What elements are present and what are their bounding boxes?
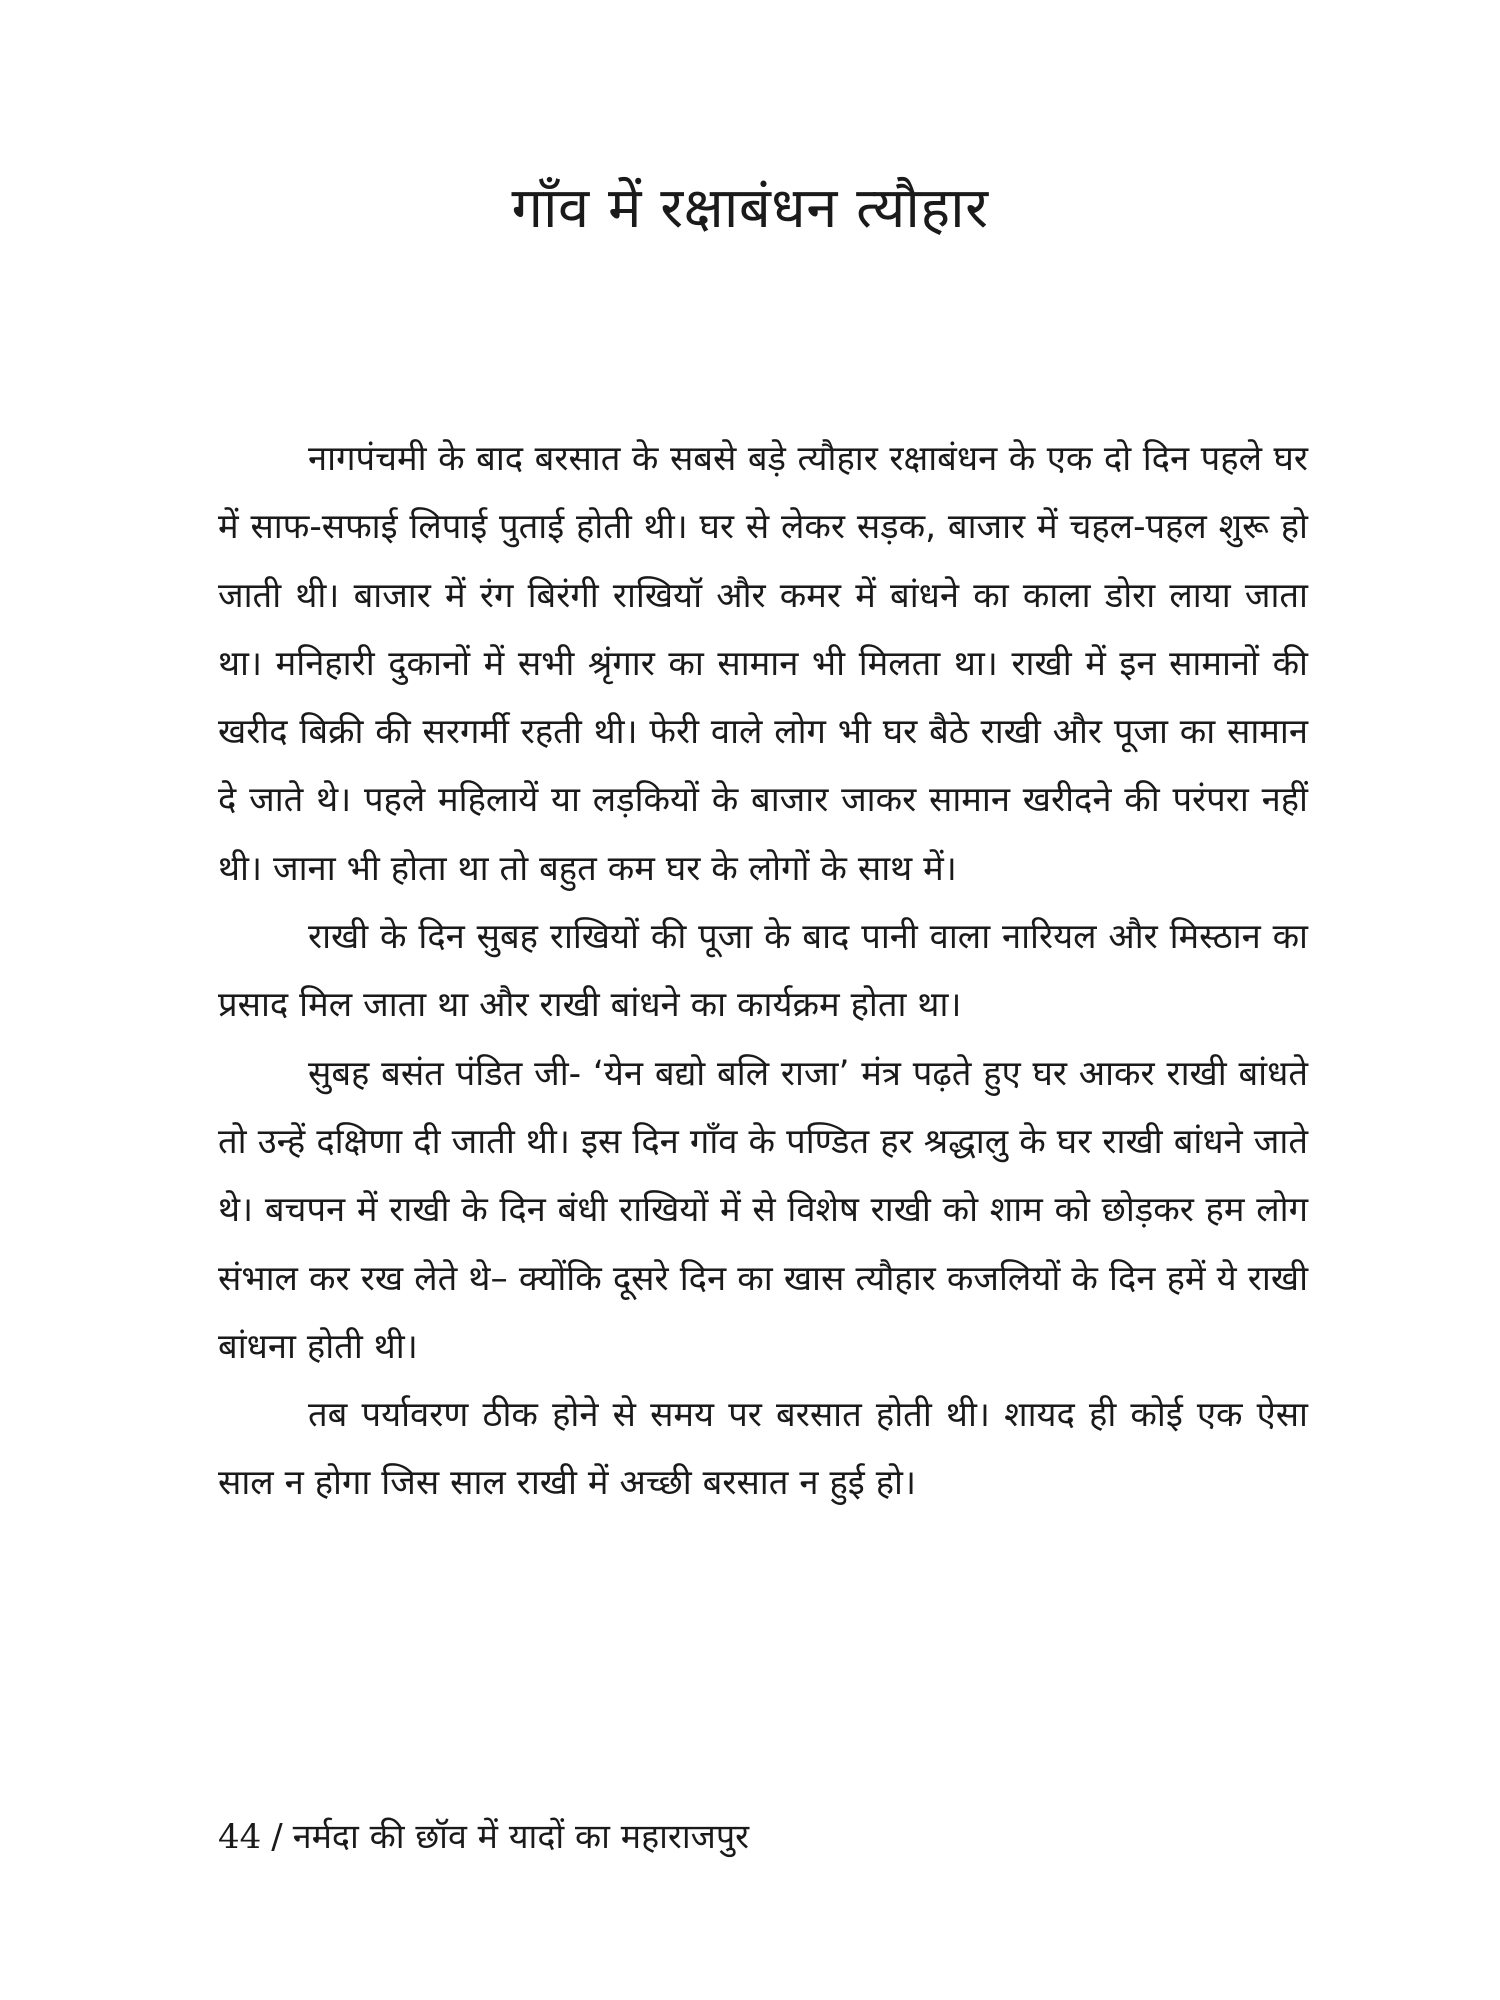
paragraph-2: राखी के दिन सुबह राखियों की पूजा के बाद पानी वाला नारियल और मिस्ठान का प्रसाद मिल जाता था और राखी बांधने का कार्यक्रम होता था। (218, 917, 1308, 1026)
page-number: 44 (218, 1817, 262, 1857)
body-text (218, 425, 1308, 1518)
chapter-title: गाँव में रक्षाबंधन त्यौहार (511, 176, 989, 241)
footer-separator: / (271, 1817, 283, 1857)
paragraph-3: सुबह बसंत पंडित जी- ‘येन बद्यो बलि राजा’ मंत्र पढ़ते हुए घर आकर राखी बांधते तो उन्हें दक्षिणा दी जाती थी। इस दिन गाँव के पण्डित हर श्रद्धालु के घर राखी बांधने जाते थे। बचपन में राखी के दिन बंधी राखियों में से विशेष राखी को शाम को छोड़कर हम लोग संभाल कर रख लेते थे– क्योंकि दूसरे दिन का खास त्यौहार कजलियों के दिन हमें ये राखी बांधना होती थी। (218, 1053, 1308, 1367)
paragraph-4: तब पर्यावरण ठीक होने से समय पर बरसात होती थी। शायद ही कोई एक ऐसा साल न होगा जिस साल राखी में अच्छी बरसात न हुई हो। (218, 1395, 1308, 1504)
paragraph-1: नागपंचमी के बाद बरसात के सबसे बड़े त्यौहार रक्षाबंधन के एक दो दिन पहले घर में साफ-सफाई लिपाई पुताई होती थी। घर से लेकर सड़क, बाजार में चहल-पहल शुरू हो जाती थी। बाजार में रंग बिरंगी राखियॉ और कमर में बांधने का काला डोरा लाया जाता था। मनिहारी दुकानों में सभी श्रृंगार का सामान भी मिलता था। राखी में इन सामानों की खरीद बिक्री की सरगर्मी रहती थी। फेरी वाले लोग भी घर बैठे राखी और पूजा का सामान दे जाते थे। पहले महिलायें या लड़कियों के बाजार जाकर सामान खरीदने की परंपरा नहीं थी। जाना भी होता था तो बहुत कम घर के लोगों के साथ में। (218, 439, 1308, 889)
page-footer (218, 1812, 749, 1858)
book-title: नर्मदा की छॉव में यादों का महाराजपुर (292, 1817, 750, 1857)
